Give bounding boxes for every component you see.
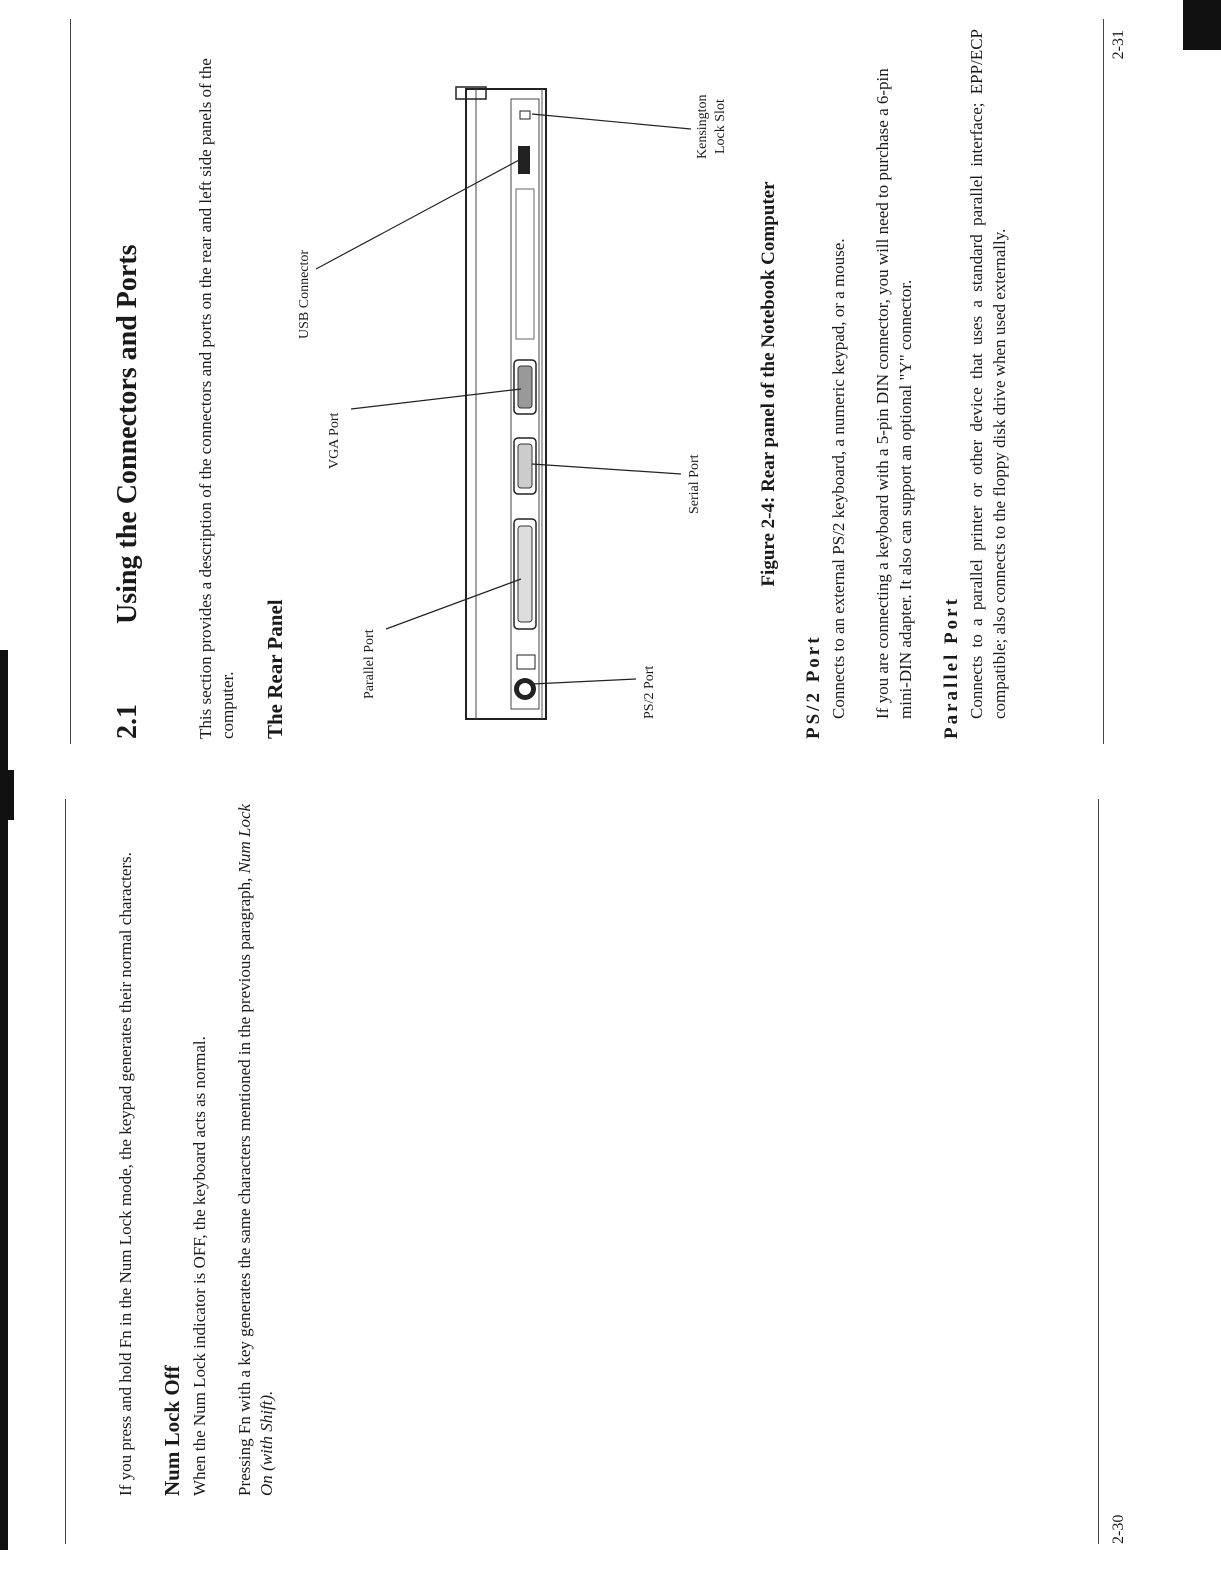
intro-paragraph: This section provides a description of the connectors and ports on the rear and left side panels of the computer. <box>196 58 238 739</box>
paragraph: When the Num Lock indicator is OFF, the keyboard acts as normal. <box>190 1036 210 1496</box>
section-title <box>110 244 147 739</box>
page-number-left: 2-30 <box>1110 1514 1127 1544</box>
paragraph-italic: Num Lock On (with Shift). <box>234 803 277 1496</box>
paragraph: Connects to an external PS/2 keyboard, a numeric keypad, or a mouse. <box>828 238 848 719</box>
paragraph <box>234 796 279 1496</box>
label-serial-port: Serial Port <box>686 454 702 514</box>
heading-parallel-port: Parallel Port <box>941 596 963 739</box>
figure-caption: Figure 2-4: Rear panel of the Notebook Computer <box>757 181 779 587</box>
paragraph-text: Pressing Fn with a key generates the same characters mentioned in the previous paragraph, <box>234 873 254 1496</box>
label-ps2-port: PS/2 Port <box>641 665 657 719</box>
bottom-rule-left <box>1098 799 1099 1544</box>
paragraph: Connects to a parallel printer or other device that uses a standard parallel interface; EPP/ECP compatible; also connects to the floppy disk drive when used externally. <box>967 29 1009 719</box>
page-number-right: 2-31 <box>1110 30 1127 60</box>
heading-ps2-port: PS/2 Port <box>802 634 824 739</box>
section-title-text: Using the Connectors and Ports <box>112 244 143 624</box>
top-rule-left <box>65 799 66 1544</box>
paragraph: If you are connecting a keyboard with a 5-pin DIN connector, you will need to purchase a 6-pin mini-DIN adapter. It also can support an optional "Y" connector. <box>873 68 915 719</box>
right-page <box>195 29 1033 739</box>
label-parallel-port: Parallel Port <box>361 629 377 699</box>
label-kensington-1: Kensington <box>694 94 710 159</box>
label-usb-connector: USB Connector <box>296 249 312 339</box>
paragraph: If you press and hold Fn in the Num Lock mode, the keypad generates their normal characters. <box>116 852 135 1496</box>
heading-rear-panel: The Rear Panel <box>262 599 287 739</box>
top-rule-right <box>70 19 71 744</box>
left-page <box>115 796 300 1496</box>
label-vga-port: VGA Port <box>326 412 342 469</box>
section-number: 2.1 <box>112 704 143 739</box>
rear-panel-figure <box>296 29 746 739</box>
bottom-rule-right <box>1103 19 1104 744</box>
heading-num-lock-off: Num Lock Off <box>160 1365 185 1496</box>
label-kensington-2: Lock Slot <box>712 99 728 154</box>
